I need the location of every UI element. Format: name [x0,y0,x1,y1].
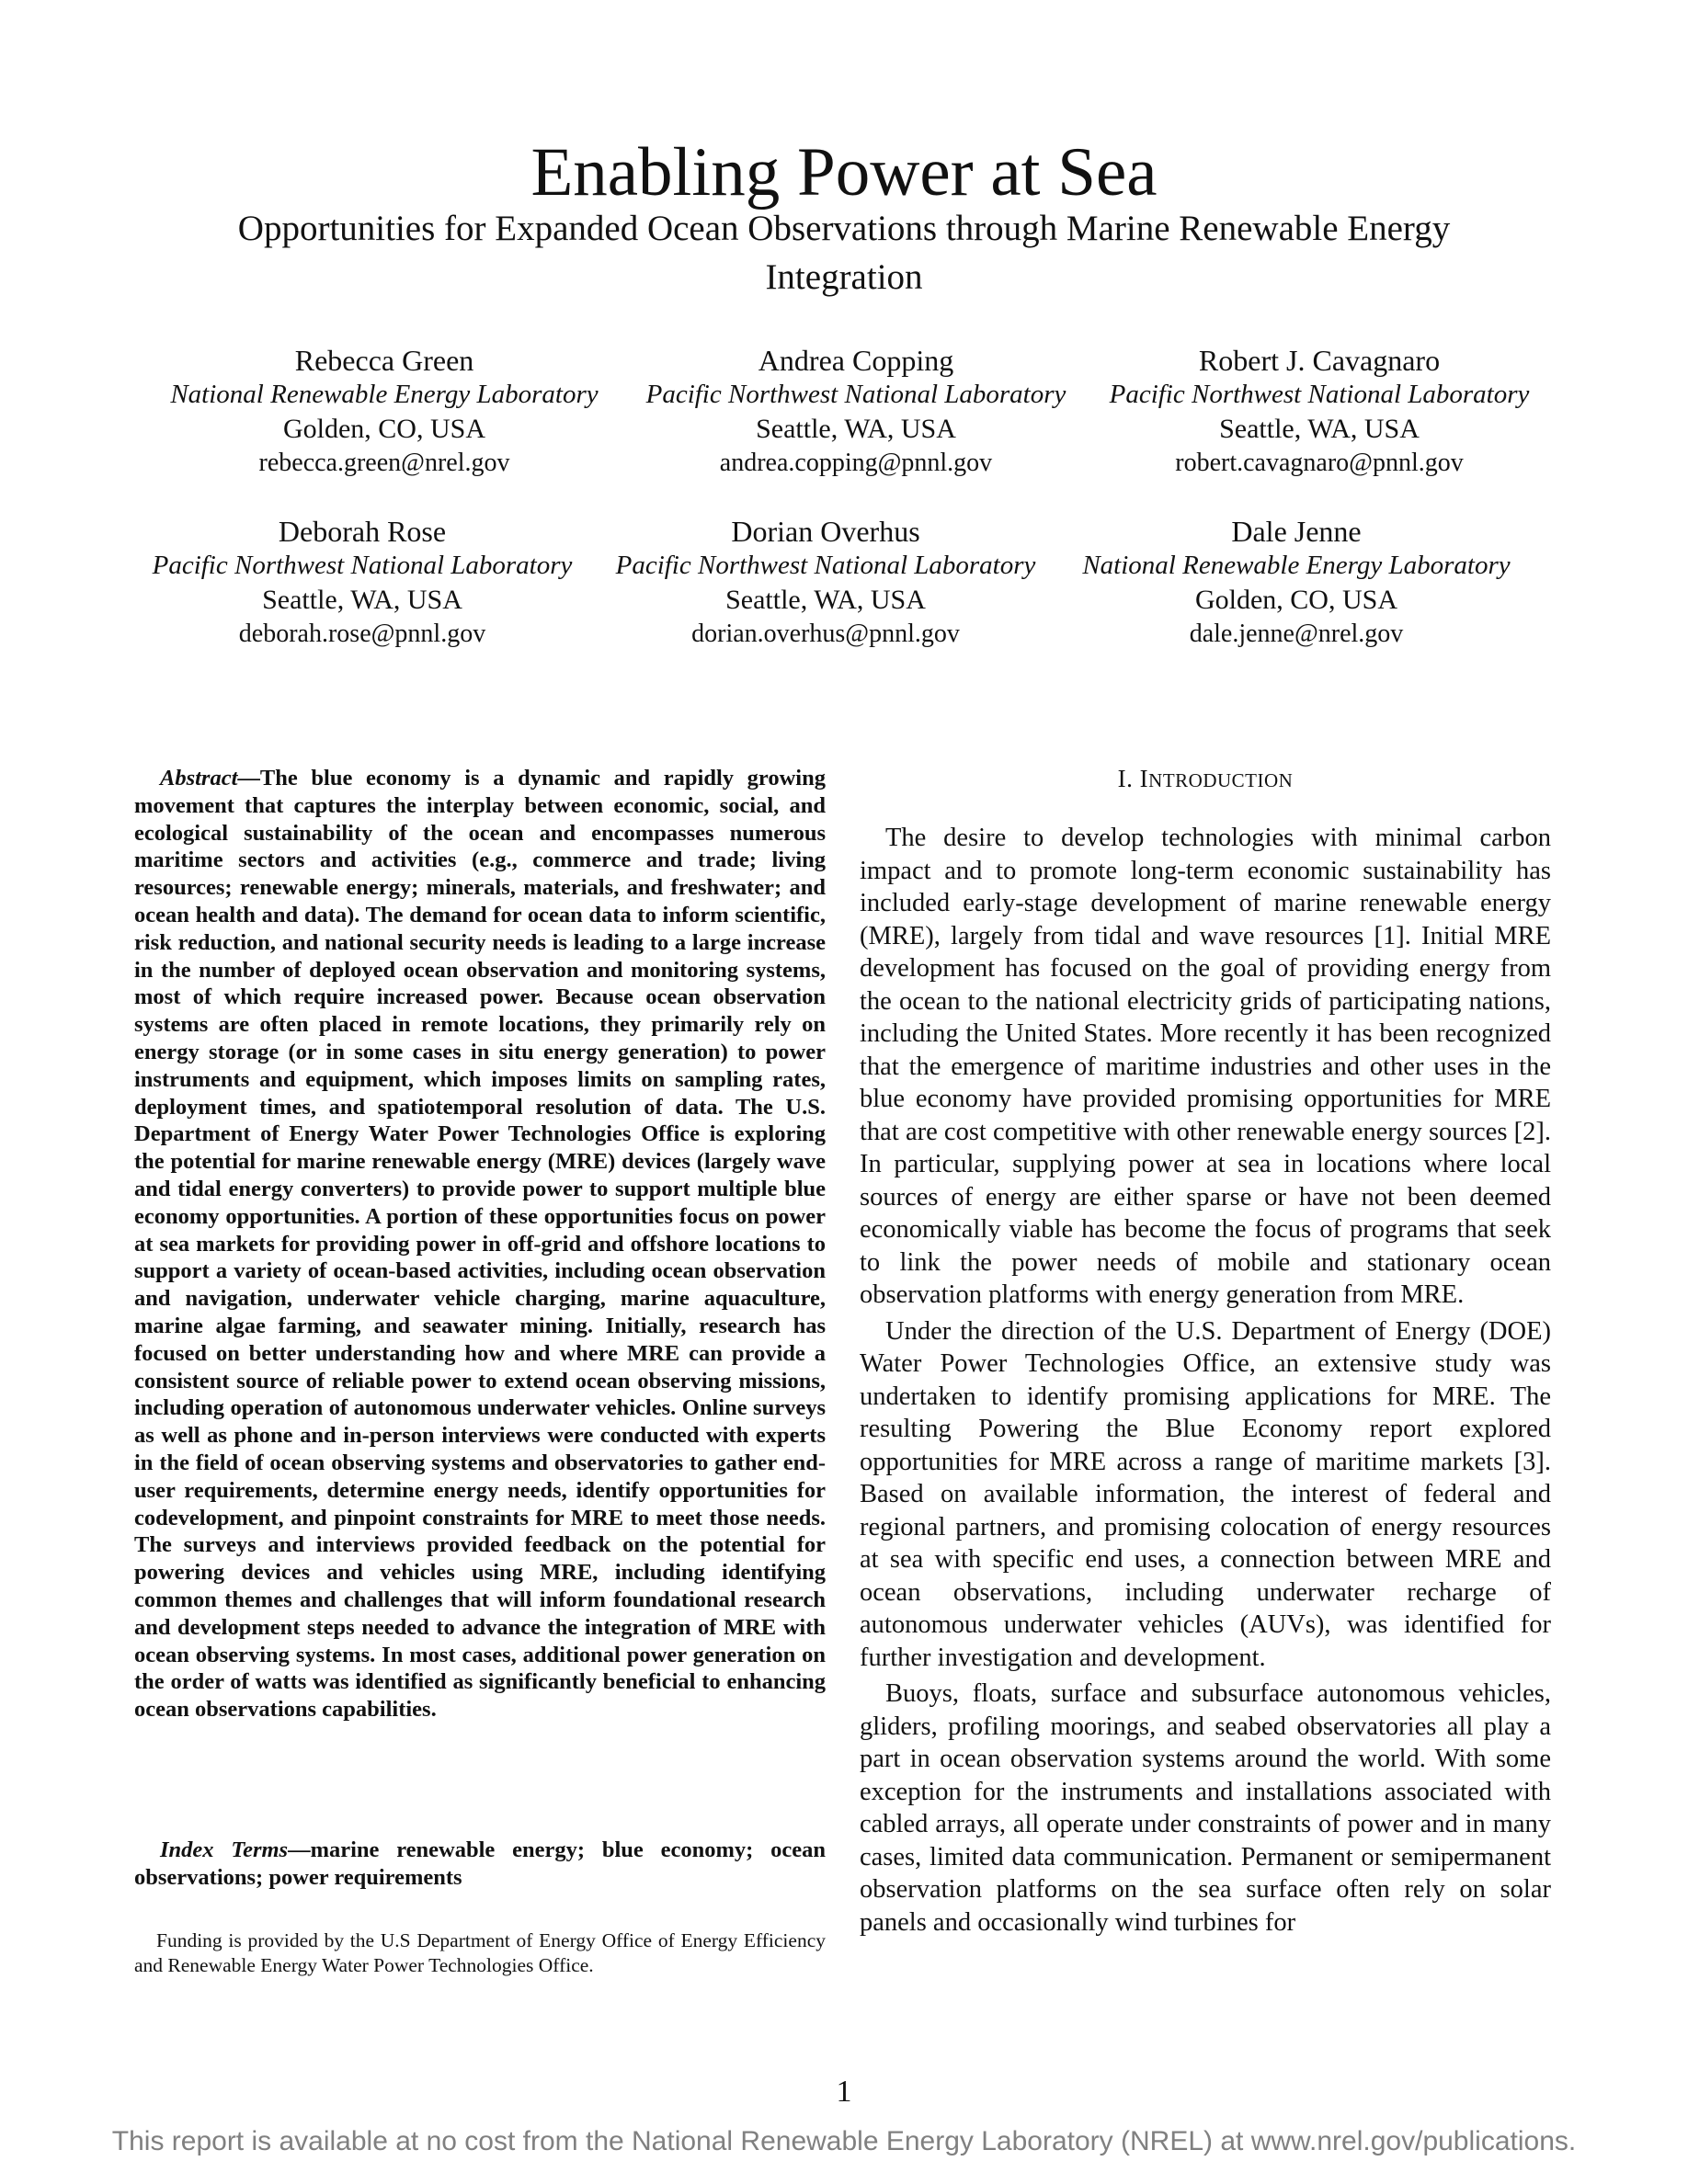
author-affiliation: National Renewable Energy Laboratory [1082,551,1511,580]
abstract-text: —The blue economy is a dynamic and rapidly growing movement that captures the interplay between economic, social, and ecological sustainability of the ocean and encompasses numerous maritime sectors and activities (e.g., commerce and trade; living resources; renewable energy; minerals, materials, and freshwater; and ocean health and data). The demand for ocean data to inform scientific, risk reduction, and national security needs is leading to a large increase in the number of deployed ocean observation and monitoring systems, most of which require increased power. Because ocean observation systems are often placed in remote locations, they primarily rely on energy storage (or in some cases in situ energy generation) to power instruments and equipment, which imposes limits on sampling rates, deployment times, and spatiotemporal resolution of data. The U.S. Department of Energy Water Power Technologies Office is exploring the potential for marine renewable energy (MRE) devices (largely wave and tidal energy converters) to provide power to support multiple blue economy opportunities. A portion of these opportunities focus on power at sea markets for providing power in off-grid and offshore locations to support a variety of ocean-based activities, including ocean observation and navigation, underwater vehicle charging, marine aquaculture, marine algae farming, and seawater mining. Initially, research has focused on better understanding how and where MRE can provide a consistent source of reliable power to extend ocean observing missions, including operation of autonomous underwater vehicles. Online surveys as well as phone and in-person interviews were conducted with experts in the field of ocean observing systems and observatories to gather end-user requirements, determine energy needs, identify opportunities for codevelopment, and pinpoint constraints for MRE to meet those needs. The surveys and interviews provided feedback on the potential for powering devices and vehicles using MRE, including identifying common themes and challenges that will inform foundational research and development steps needed to advance the integration of MRE with ocean observing systems. In most cases, additional power generation on the order of watts was identified as significantly beneficial to enhancing ocean observations capabilities. [134,766,826,1723]
author-name: Rebecca Green [294,344,474,377]
author-email: rebecca.green@nrel.gov [258,449,510,477]
author-name: Robert J. Cavagnaro [1198,344,1441,377]
section-heading [860,763,1551,796]
author-name: Dale Jenne [1231,515,1362,548]
paper-title: Enabling Power at Sea [530,134,1158,210]
page-number: 1 [836,2075,852,2109]
index-terms-text: —marine renewable energy; blue economy; ocean observations; power requirements [134,1837,826,1890]
author-email: deborah.rose@pnnl.gov [238,620,486,648]
paragraph: The desire to develop technologies with minimal carbon impact and to promote long-term economic sustainability has included early-stage development of marine renewable energy (MRE), largely from tidal and wave resources [1]. Initial MRE development has focused on the goal of providing energy from the ocean to the national electricity grids of participating nations, including the United States. More recently it has been recognized that the emergence of maritime industries and other uses in the blue economy have provided promising opportunities for MRE that are cost competitive with other renewable energy sources [2]. In particular, supplying power at sea in locations where local sources of energy are either sparse or have not been deemed economically viable has become the focus of programs that seek to link the power needs of mobile and stationary ocean observation platforms with energy generation from MRE. [860,824,1551,1309]
paragraph: Under the direction of the U.S. Department of Energy (DOE) Water Power Technologies Office, an extensive study was undertaken to identify promising applications for MRE. The resulting Powering the Blue Economy report explored opportunities for MRE across a range of maritime markets [3]. Based on available information, the interest of federal and regional partners, and promising colocation of energy resources at sea with specific end uses, a connection between MRE and ocean observations, including underwater recharge of autonomous underwater vehicles (AUVs), was identified for further investigation and development. [860,1316,1551,1672]
author-email: andrea.copping@pnnl.gov [719,449,993,477]
author-block [1039,515,1554,651]
author-affiliation: National Renewable Energy Laboratory [170,380,599,409]
author-affiliation: Pacific Northwest National Laboratory [615,551,1036,580]
report-availability-footer: This report is available at no cost from the National Renewable Energy Laboratory (NREL) at www.nrel.gov/publications. [111,2126,1577,2156]
author-block [127,344,642,480]
author-location: Golden, CO, USA [282,414,485,444]
author-location: Golden, CO, USA [1194,585,1397,615]
author-name: Dorian Overhus [731,515,920,548]
abstract [134,765,826,1723]
author-affiliation: Pacific Northwest National Laboratory [645,380,1066,409]
index-terms [134,1837,826,1892]
author-location: Seattle, WA, USA [725,585,926,615]
author-affiliation: Pacific Northwest National Laboratory [1109,380,1530,409]
funding-footnote: Funding is provided by the U.S Department of Energy Office of Energy Efficiency and Renewable Energy Water Power Technologies Office. [134,1929,826,1976]
paragraph: Buoys, floats, surface and subsurface autonomous vehicles, gliders, profiling moorings, and seabed observatories all play a part in ocean observation systems around the world. With some exception for the instruments and installations associated with cabled arrays, all operate under constraints of power and in many cases, limited data communication. Permanent or semipermanent observation platforms on the sea surface often rely on solar panels and occasionally wind turbines for [860,1679,1551,1937]
author-location: Seattle, WA, USA [1219,414,1420,444]
author-location: Seattle, WA, USA [756,414,956,444]
section-title: NTRODUCTION [1148,769,1294,791]
author-block [599,344,1113,480]
author-block [568,515,1083,651]
author-location: Seattle, WA, USA [262,585,462,615]
introduction-body [860,822,1551,1942]
author-affiliation: Pacific Northwest National Laboratory [152,551,573,580]
author-block [105,515,620,651]
author-email: dale.jenne@nrel.gov [1189,620,1404,648]
author-name: Andrea Copping [758,344,954,377]
author-block [1062,344,1577,480]
author-name: Deborah Rose [278,515,447,548]
paper-subtitle: Opportunities for Expanded Ocean Observations through Marine Renewable Energy Integration [237,209,1451,297]
author-email: dorian.overhus@pnnl.gov [691,620,960,648]
index-terms-label: Index Terms [160,1837,289,1862]
abstract-label: Abstract [160,766,238,791]
author-email: robert.cavagnaro@pnnl.gov [1175,449,1464,477]
section-number: I. I [1117,765,1149,792]
